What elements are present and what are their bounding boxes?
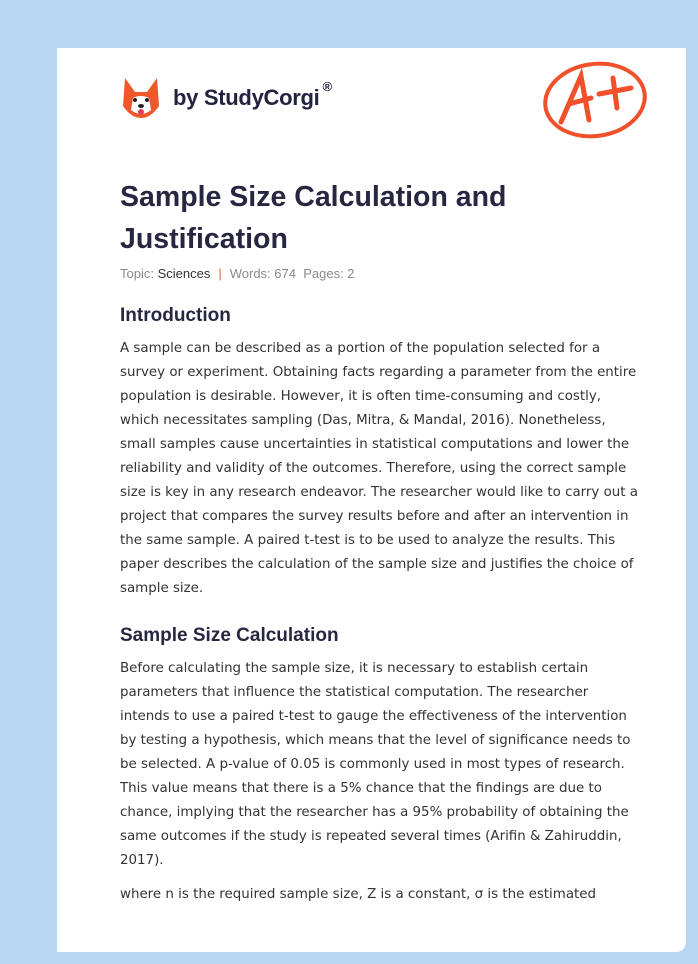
corgi-icon: [121, 76, 161, 120]
paragraph: Before calculating the sample size, it is necessary to establish certain parameters that influence the statistical computation. The researcher intends to use a paired t-test to gauge the effectiveness of the intervention by testing a hypothesis, which means that the level of significance needs to be selected. A p-value of 0.05 is commonly used in most types of research. This value means that there is a 5% chance that the findings are due to chance, implying that the researcher has a 95% probability of obtaining the same outcomes if the study is repeated several times (Arifin & Zahiruddin, 2017).: [120, 661, 631, 868]
section-heading: Introduction: [120, 305, 231, 326]
document-page: [57, 48, 686, 952]
article-meta: Topic: Sciences | Words: 674 Pages: 2: [120, 266, 355, 281]
a-plus-stamp-icon: [539, 58, 651, 142]
studycorgi-logo[interactable]: [121, 76, 332, 120]
paragraph: A sample can be described as a portion of the population selected for a survey or experiment. Obtaining facts regarding a parameter from the entire population is desirable. However, it is often time-consuming and costly, which necessitates sampling (Das, Mitra, & Mandal, 2016). Nonetheless, small samples cause uncertainties in statistical computations and lower the reliability and validity of the outcomes. Therefore, using the correct sample size is key in any research endeavor. The researcher would like to carry out a project that compares the survey results before and after an intervention in the same sample. A paired t-test is to be used to analyze the results. This paper describes the calculation of the sample size and justifies the choice of sample size.: [120, 341, 638, 596]
topic-link[interactable]: Sciences: [157, 266, 211, 281]
page-title: Sample Size Calculation and Justification: [120, 181, 507, 255]
paragraph: where n is the required sample size, Z is a constant, σ is the estimated: [120, 887, 597, 902]
brand-name: by StudyCorgi ®: [173, 79, 332, 110]
section-heading: Sample Size Calculation: [120, 625, 339, 646]
